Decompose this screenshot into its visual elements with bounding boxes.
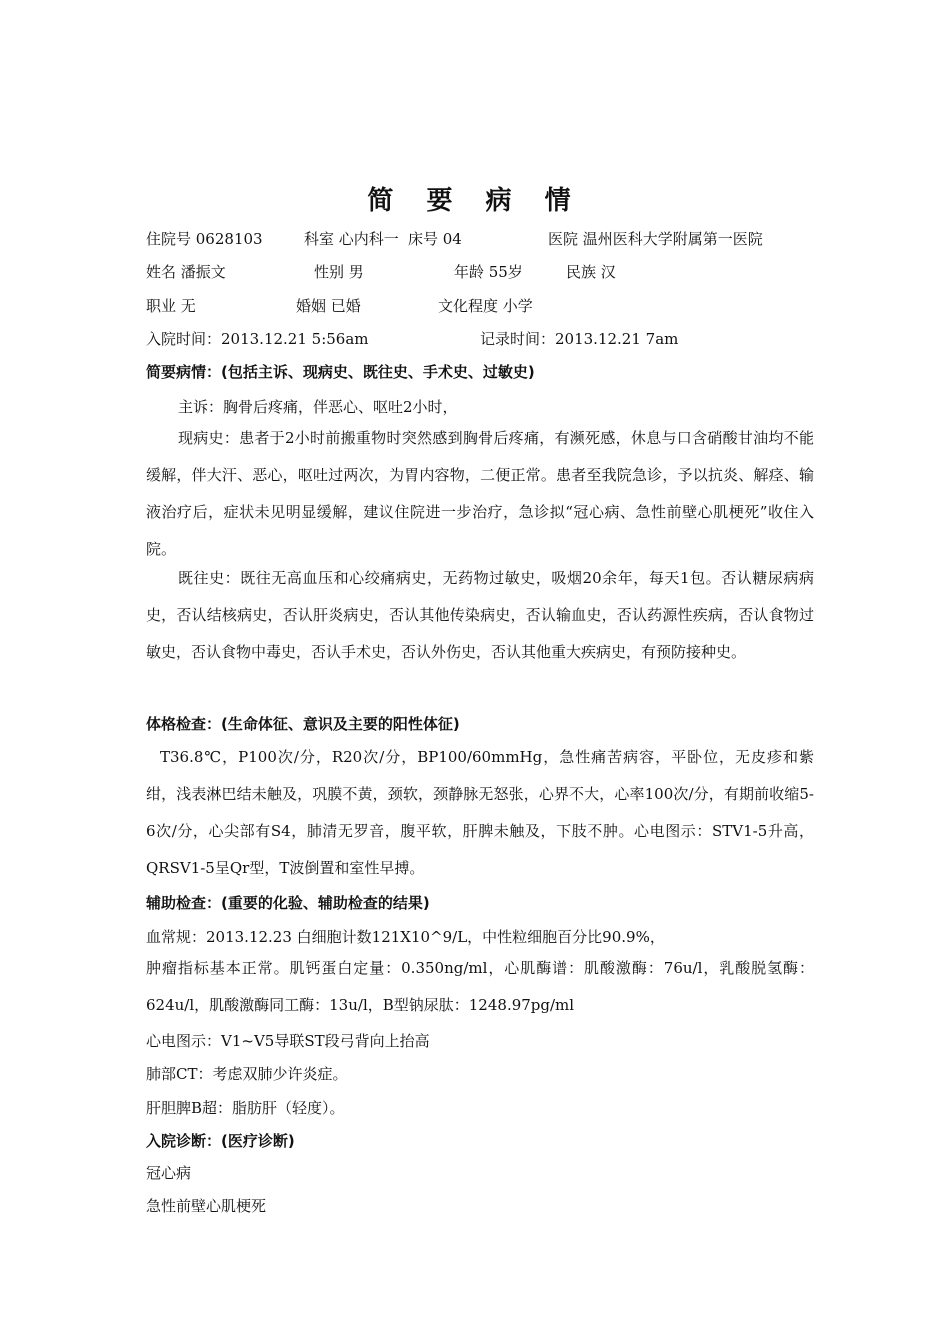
summary-heading: 简要病情：(包括主诉、现病史、既往史、手术史、过敏史) <box>146 363 535 381</box>
aux-heading: 辅助检查：(重要的化验、辅助检查的结果) <box>146 894 430 912</box>
hospital: 医院 温州医科大学附属第一医院 <box>548 230 763 248</box>
ecg-result: 心电图示：V1~V5导联ST段弓背向上抬高 <box>146 1032 430 1050</box>
patient-marital: 婚姻 已婚 <box>296 297 361 315</box>
patient-education: 文化程度 小学 <box>438 297 533 315</box>
patient-occupation: 职业 无 <box>146 297 196 315</box>
patient-ethnicity: 民族 汉 <box>566 263 616 281</box>
admission-number: 住院号 0628103 <box>146 230 263 248</box>
patient-name: 姓名 潘振文 <box>146 263 226 281</box>
diagnosis-1: 冠心病 <box>146 1164 192 1182</box>
exam-text: T36.8℃，P100次/分，R20次/分，BP100/60mmHg，急性痛苦病容，平卧位，无皮疹和紫绀，浅表淋巴结未触及，巩膜不黄，颈软，颈静脉无怒张，心界不大，心率100次/分，有期前收缩5-6次/分，心尖部有S4，肺清无罗音，腹平软，肝脾未触及，下肢不肿。心电图示：STV1-5升高，QRSV1-5呈Qr型，T波倒置和室性早搏。 <box>146 748 814 877</box>
ultrasound-result: 肝胆脾B超：脂肪肝（轻度）。 <box>146 1099 345 1117</box>
patient-sex: 性别 男 <box>314 263 364 281</box>
bed-number: 床号 04 <box>408 230 462 248</box>
lung-ct-result: 肺部CT：考虑双肺少许炎症。 <box>146 1065 348 1083</box>
markers-text: 肿瘤指标基本正常。肌钙蛋白定量：0.350ng/ml，心肌酶谱：肌酸激酶：76u/l，乳酸脱氢酶：624u/l，肌酸激酶同工酶：13u/l，B型钠尿肽：1248.97pg/ml <box>146 959 814 1014</box>
past-history: 既往史：既往无高血压和心绞痛病史，无药物过敏史，吸烟20余年，每天1包。否认糖尿病病史，否认结核病史，否认肝炎病史，否认其他传染病史，否认输血史，否认药源性疾病，否认食物过敏史，否认食物中毒史，否认手术史，否认外伤史，否认其他重大疾病史，有预防接种史。 <box>146 569 814 661</box>
record-time: 记录时间：2013.12.21 7am <box>480 330 679 348</box>
diagnosis-2: 急性前壁心肌梗死 <box>146 1197 267 1215</box>
present-history: 现病史：患者于2小时前搬重物时突然感到胸骨后疼痛，有濒死感，休息与口含硝酸甘油均不能缓解，伴大汗、恶心，呕吐过两次，为胃内容物，二便正常。患者至我院急诊，予以抗炎、解痉、输液治疗后，症状未见明显缓解，建议住院进一步治疗，急诊拟“冠心病、急性前壁心肌梗死”收住入院。 <box>146 429 814 558</box>
department: 科室 心内科一 <box>304 230 399 248</box>
admit-time: 入院时间：2013.12.21 5:56am <box>146 330 369 348</box>
blood-routine: 血常规：2013.12.23 白细胞计数121X10^9/L，中性粒细胞百分比90.9%， <box>146 928 665 946</box>
exam-heading: 体格检查：(生命体征、意识及主要的阳性体征) <box>146 715 460 733</box>
patient-age: 年龄 55岁 <box>454 263 523 281</box>
page-title: 简 要 病 情 <box>367 186 583 216</box>
chief-complaint: 主诉：胸骨后疼痛，伴恶心、呕吐2小时， <box>178 398 458 416</box>
diagnosis-heading: 入院诊断：(医疗诊断) <box>146 1132 295 1150</box>
